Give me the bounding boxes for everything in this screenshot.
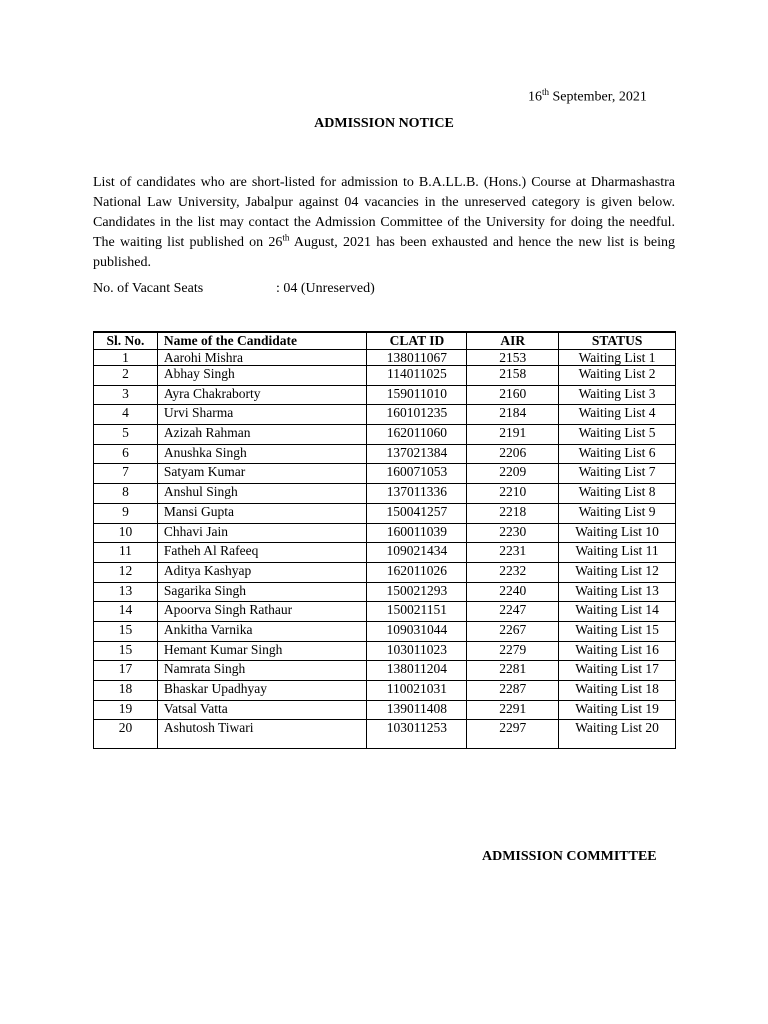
candidate-name-cell: Mansi Gupta [157, 503, 367, 523]
air-cell: 2153 [467, 350, 559, 366]
intro-paragraph [93, 173, 675, 273]
clat-id-cell: 137021384 [367, 444, 467, 464]
candidate-name-cell: Hemant Kumar Singh [157, 641, 367, 661]
air-cell: 2279 [467, 641, 559, 661]
candidate-name-cell: Chhavi Jain [157, 523, 367, 543]
table-row [94, 641, 676, 661]
table-row [94, 405, 676, 425]
table-row [94, 484, 676, 504]
table-row [94, 503, 676, 523]
status-cell: Waiting List 20 [559, 720, 676, 749]
sl-no-cell: 12 [94, 562, 158, 582]
table-row [94, 700, 676, 720]
sl-no-cell: 17 [94, 661, 158, 681]
table-row [94, 366, 676, 386]
clat-id-cell: 138011204 [367, 661, 467, 681]
table-row [94, 464, 676, 484]
clat-id-cell: 109021434 [367, 543, 467, 563]
candidate-name-cell: Anushka Singh [157, 444, 367, 464]
vacant-seats [93, 281, 375, 297]
sl-no-cell: 10 [94, 523, 158, 543]
intro-part1: List of candidates who are short-listed for admission to B.A.LL.B. (Hons.) Course at Dharmashastra National Law University, Jabalpur against 04 vacancies in the unreserved category is given below. Candidates in the list may contact the Admission Committee of the University for doing the needful. The waiting list published on 26 [93, 175, 675, 250]
candidate-name-cell: Fatheh Al Rafeeq [157, 543, 367, 563]
date-suffix: th [542, 87, 550, 97]
header-air: AIR [467, 332, 559, 350]
candidate-name-cell: Anshul Singh [157, 484, 367, 504]
status-cell: Waiting List 18 [559, 681, 676, 701]
date-day: 16 [528, 89, 542, 105]
table-row [94, 621, 676, 641]
status-cell: Waiting List 2 [559, 366, 676, 386]
candidate-name-cell: Bhaskar Upadhyay [157, 681, 367, 701]
air-cell: 2184 [467, 405, 559, 425]
air-cell: 2209 [467, 464, 559, 484]
clat-id-cell: 109031044 [367, 621, 467, 641]
table-row [94, 582, 676, 602]
sl-no-cell: 14 [94, 602, 158, 622]
air-cell: 2281 [467, 661, 559, 681]
candidate-name-cell: Ayra Chakraborty [157, 385, 367, 405]
air-cell: 2247 [467, 602, 559, 622]
clat-id-cell: 103011253 [367, 720, 467, 749]
air-cell: 2267 [467, 621, 559, 641]
table-row [94, 602, 676, 622]
status-cell: Waiting List 3 [559, 385, 676, 405]
clat-id-cell: 162011060 [367, 425, 467, 445]
sl-no-cell: 11 [94, 543, 158, 563]
clat-id-cell: 160011039 [367, 523, 467, 543]
vacant-label: No. of Vacant Seats [93, 281, 204, 296]
air-cell: 2291 [467, 700, 559, 720]
table-row [94, 350, 676, 366]
date-rest: September, 2021 [549, 89, 647, 105]
sl-no-cell: 15 [94, 641, 158, 661]
sl-no-cell: 9 [94, 503, 158, 523]
status-cell: Waiting List 17 [559, 661, 676, 681]
sl-no-cell: 6 [94, 444, 158, 464]
table-row [94, 543, 676, 563]
status-cell: Waiting List 16 [559, 641, 676, 661]
candidate-name-cell: Satyam Kumar [157, 464, 367, 484]
candidate-name-cell: Abhay Singh [157, 366, 367, 386]
table-row [94, 444, 676, 464]
clat-id-cell: 159011010 [367, 385, 467, 405]
table-row [94, 562, 676, 582]
air-cell: 2160 [467, 385, 559, 405]
clat-id-cell: 162011026 [367, 562, 467, 582]
status-cell: Waiting List 4 [559, 405, 676, 425]
status-cell: Waiting List 12 [559, 562, 676, 582]
air-cell: 2158 [467, 366, 559, 386]
table-row [94, 681, 676, 701]
air-cell: 2287 [467, 681, 559, 701]
clat-id-cell: 137011336 [367, 484, 467, 504]
air-cell: 2240 [467, 582, 559, 602]
air-cell: 2191 [467, 425, 559, 445]
air-cell: 2231 [467, 543, 559, 563]
signature-admission-committee: ADMISSION COMMITTEE [482, 849, 657, 864]
air-cell: 2218 [467, 503, 559, 523]
clat-id-cell: 150021293 [367, 582, 467, 602]
candidate-name-cell: Aarohi Mishra [157, 350, 367, 366]
intro-sup: th [282, 232, 290, 243]
candidate-name-cell: Urvi Sharma [157, 405, 367, 425]
candidate-name-cell: Ashutosh Tiwari [157, 720, 367, 749]
air-cell: 2297 [467, 720, 559, 749]
sl-no-cell: 7 [94, 464, 158, 484]
header-candidate-name: Name of the Candidate [157, 332, 367, 350]
status-cell: Waiting List 10 [559, 523, 676, 543]
clat-id-cell: 150021151 [367, 602, 467, 622]
table-row [94, 661, 676, 681]
sl-no-cell: 13 [94, 582, 158, 602]
clat-id-cell: 110021031 [367, 681, 467, 701]
sl-no-cell: 18 [94, 681, 158, 701]
table-row [94, 523, 676, 543]
page-title [0, 116, 768, 132]
sl-no-cell: 1 [94, 350, 158, 366]
status-cell: Waiting List 9 [559, 503, 676, 523]
status-cell: Waiting List 15 [559, 621, 676, 641]
clat-id-cell: 150041257 [367, 503, 467, 523]
candidate-name-cell: Aditya Kashyap [157, 562, 367, 582]
sl-no-cell: 3 [94, 385, 158, 405]
status-cell: Waiting List 7 [559, 464, 676, 484]
status-cell: Waiting List 11 [559, 543, 676, 563]
status-cell: Waiting List 19 [559, 700, 676, 720]
status-cell: Waiting List 14 [559, 602, 676, 622]
sl-no-cell: 2 [94, 366, 158, 386]
status-cell: Waiting List 13 [559, 582, 676, 602]
candidate-table [93, 331, 676, 749]
table-row [94, 720, 676, 749]
clat-id-cell: 114011025 [367, 366, 467, 386]
table-row [94, 385, 676, 405]
header-clat-id: CLAT ID [367, 332, 467, 350]
notice-date [528, 87, 647, 106]
clat-id-cell: 139011408 [367, 700, 467, 720]
clat-id-cell: 103011023 [367, 641, 467, 661]
air-cell: 2206 [467, 444, 559, 464]
sl-no-cell: 15 [94, 621, 158, 641]
sl-no-cell: 20 [94, 720, 158, 749]
clat-id-cell: 138011067 [367, 350, 467, 366]
sl-no-cell: 5 [94, 425, 158, 445]
candidate-name-cell: Sagarika Singh [157, 582, 367, 602]
air-cell: 2232 [467, 562, 559, 582]
page-title-text: ADMISSION NOTICE [314, 116, 454, 131]
air-cell: 2230 [467, 523, 559, 543]
intro-part2: August, 2021 has been exhausted and hence the new list is being published. [93, 235, 675, 270]
clat-id-cell: 160071053 [367, 464, 467, 484]
status-cell: Waiting List 6 [559, 444, 676, 464]
status-cell: Waiting List 5 [559, 425, 676, 445]
sl-no-cell: 4 [94, 405, 158, 425]
vacant-value: : 04 (Unreserved) [276, 281, 375, 296]
status-cell: Waiting List 1 [559, 350, 676, 366]
sl-no-cell: 19 [94, 700, 158, 720]
status-cell: Waiting List 8 [559, 484, 676, 504]
air-cell: 2210 [467, 484, 559, 504]
header-sl-no: Sl. No. [94, 332, 158, 350]
table-body [94, 350, 676, 749]
table-row [94, 425, 676, 445]
candidate-name-cell: Apoorva Singh Rathaur [157, 602, 367, 622]
table-header-row [94, 332, 676, 350]
candidate-name-cell: Ankitha Varnika [157, 621, 367, 641]
clat-id-cell: 160101235 [367, 405, 467, 425]
candidate-name-cell: Azizah Rahman [157, 425, 367, 445]
candidate-name-cell: Vatsal Vatta [157, 700, 367, 720]
sl-no-cell: 8 [94, 484, 158, 504]
header-status: STATUS [559, 332, 676, 350]
candidate-name-cell: Namrata Singh [157, 661, 367, 681]
